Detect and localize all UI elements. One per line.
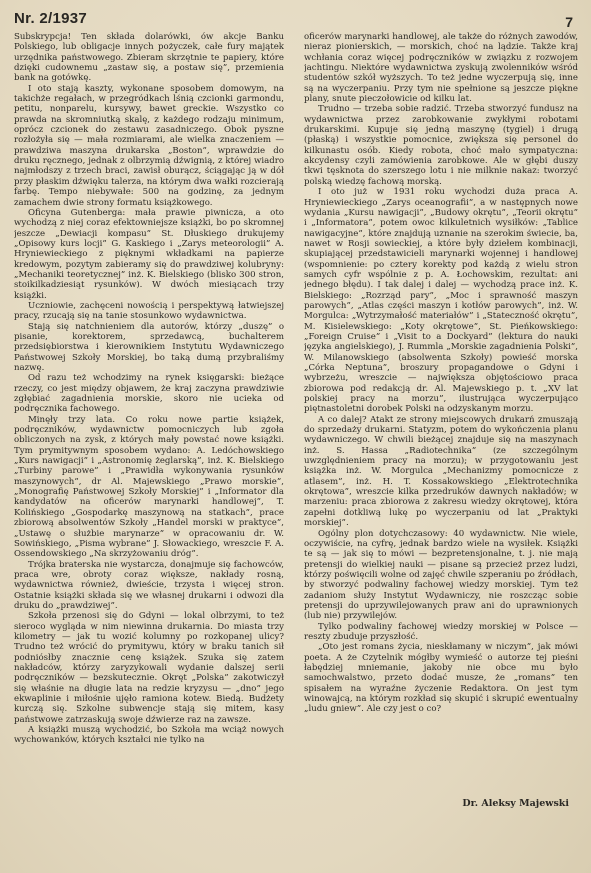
paragraph: Subskrypcja! Ten składa dolarówki, ów akcje Banku Polskiego, lub obligacje innych pożyczek, całe fury majątek urzędnika państwowego. Zbieram skrzętnie te papiery, które dzięki cudownemu „zastaw się, a postaw się”, przemienia bank na gotówkę. xyxy=(14,32,284,84)
paragraph: Trójka braterska nie wystarcza, donajmuje się fachowców, praca wre, obroty coraz większe, nakłady rosną, wydawnictwa również, dwieście, trzysta i więcej stron. Ostatnie książki składa się we własnej drukarni i odwozi dla druku do „prawdziwej”. xyxy=(14,559,284,611)
paragraph: I oto stają kaszty, wykonane sposobem domowym, na takichże regałach, w przegródkach lśnią czcionki garmondu, petitu, nonparelu, kursywy, bawet greckie. Wszystko co prawda na skromniutką skalę, z każdego rodzaju minimum, oprócz czcionek do zestawu zasadniczego. Obok pyszne rozłożyła się — mała rozmiarami, ale wielka znaczeniem — prawdziwa maszyna drukarska „Boston”, wprawdzie do druku ręcznego, jednak z olbrzymią dźwignią, z której wiadro najmłodszy z trzech braci, zawisł oburącz, ściągając ją w dół przy płaskim dźwięku talerza, na którym dwa wałki rozcierają farbę. Tempo niebywałe: 500 na godzinę, za jednym zamachem dwie strony formatu książkowego. xyxy=(14,83,284,208)
paragraph: A co dalej? Atakt ze strony miejscowych drukarń zmuszają do sprzedaży drukarni. Statyzm, potem do wykończenia planu wydawniczego. W chwili bieżącej znajduje się na maszynach inż. S. Hassa „Radiotechnika” (ze szczególnym uwzględnieniem pracy na morzu); w przygotowaniu jest książka inż. W. Morgulca „Mechanizmy pomocnicze z atlasem”, inż. H. T. Kossakowskiego „Elektrotechnika okrętowa”, wreszcie kilka przedruków dawnych nakładów; w marzeniu: praca zbiorowa z zakresu wiedzy okrętowej, która zapełni dotkliwą lukę po wyczerpaniu od lat „Praktyki morskiej”. xyxy=(304,414,578,529)
paragraph: A książki muszą wychodzić, bo Szkoła ma wciąż nowych wychowanków, których kształci nie tylko na xyxy=(14,725,284,746)
paragraph: Oficyna Gutenberga: mała prawie piwnicza, a oto wychodzą z niej coraz efektowniejsze książki, bo po skromnej jeszcze „Dewiacji kompasu” St. Dłuskiego drukujemy „Opisowy kurs locji” G. Kaskiego i „Zarys meteorologii” A. Hryniewieckiego z pięknymi wkładkami na papierze kredowym, pozytym zabieramy się do prawdziwej kolubryny: „Mechaniki teoretycznej” inż. K. Bielskiego (blisko 300 stron, stoikilkadziesiąt rysunków). W dwóch miesiącach trzy książki. xyxy=(14,207,284,301)
author-signature: Dr. Aleksy Majewski xyxy=(462,798,569,809)
paragraph: Minęły trzy lata. Co roku nowe partie książek, podręczników, wydawnictw pomocniczych lub zgoła obliczonych na zysk, z których mały powstać nowe książki. Tym prymitywnym sposobem wydano: A. Ledóchowskiego „Kurs nawigacji” i „Astronomię żeglarską”, inż. K. Bielskiego „Turbiny parowe” i „Prawidła wykonywania rysunków maszynowych”, dr Al. Majewskiego „Prawo morskie”, „Monografię Państwowej Szkoły Morskiej” i „Informator dla kandydatów na oficerów marynarki handlowej”, T. Kolińskiego „Gospodarkę maszynową na statkach”, prace zbiorową absolwentów Szkoły „Handel morski w praktyce”, „Ustawę o służbie marynarze” w opracowaniu dr. W. Sowińskiego, „Pisma wybrane” J. Słowackiego, wreszcie F. A. Ossendowskiego „Na skrzyżowaniu dróg”. xyxy=(14,414,284,560)
paragraph: Od razu też wchodzimy na rynek księgarski: bieżące rzeczy, co jest między objawem, że kraj zaczyna prawdziwie zgłębiać zagadnienia morskie, skoro nie ucieka od podręcznika fachowego. xyxy=(14,373,284,415)
paragraph: Stają się natchnieniem dla autorów, którzy „duszę” o pisanie, korektorem, sprzedawcą, buchalterem przedsiębiorstwa i kierownikiem Instytutu Wydawniczego Państwowej Szkoły Morskiej, bo taką dumą przybraliśmy nazwę. xyxy=(14,321,284,373)
paragraph: Szkoła przenosi się do Gdyni — lokal olbrzymi, to też sieroco wygląda w nim niewinna drukarnia. Do miasta trzy kilometry — jak tu wozić kolumny po rozkopanej ulicy? Trudno też wrócić do prymitywu, który w braku tanich sił podniósłby znacznie cenę książek. Szuka się zatem nakładców, którzy zaryzykowali wydanie dalszej serii podręczników — bezskutecznie. Okręt „Polska” zakotwiczył się właśnie na długie lata na redzie kryzysu — „dno” jego ekwaplinie i miłośnie ujęło ramiona kotew. Biedą. Budżety kurczą się. Szkolne subwencje stają się mitem, kasy państwowe zatrzaskują swoje dźwierze raz na zawsze. xyxy=(14,611,284,725)
right-column xyxy=(304,32,578,832)
paragraph: oficerów marynarki handlowej, ale także do różnych zawodów, nieraz pionierskich, — morskich, choć na lądzie. Także kraj wchłania coraz więcej podręczników w związku z rozwojem jachtingu. Niektóre wydawnictwa zyskują zwolenników wśród studentów szkół wyższych. To też jedne wyczerpują się, inne są na wyczerpaniu. Przy tym nie spełnione są jeszcze piękne plany, snute pieczołowicie od kilku lat. xyxy=(304,32,578,105)
paragraph: Trudno — trzeba sobie radzić. Trzeba stworzyć fundusz na wydawnictwa przez zarobkowanie zwykłymi robotami drukarskimi. Kupuje się jedną maszynę (tygiel) i drugą (płaską) i wszystkie pomocnice, zwiększa się personel do kilkunastu osób. Kiedy robota, choć mało sympatyczna: akcydensy czyli zamówienia zarobkowe. Ale w głębi duszy tkwi tęsknota do szerszego lotu i nie milknie nakaz: tworzyć polską wiedzę fachową morską. xyxy=(304,104,578,187)
issue-number: Nr. 2/1937 xyxy=(14,10,88,27)
page-number: 7 xyxy=(565,14,573,30)
page-header xyxy=(14,10,573,34)
paragraph: Tylko podwaliny fachowej wiedzy morskiej w Polsce — reszty zbuduje przyszłość. xyxy=(304,621,578,642)
paragraph: Uczniowie, zachęceni nowością i perspektywą łatwiejszej pracy, rzucają się na tanie stosunkowo wydawnictwa. xyxy=(14,300,284,322)
paragraph: „Oto jest romans życia, nieskłamany w niczym”, jak mówi poeta. A że Czytelnik mógłby wymieść o autorze tej pieśni łabędziej mniemanie, jakoby nie obce mu było samochwalstwo, przeto dodać musze, że „romans” ten spisałem na wyraźne życzenie Redaktora. On jest tym winowajcą, na którym rozkład się skupić i skrupić ewentualny „ludu gniew”. Ale czy jest o co? xyxy=(304,642,578,715)
paragraph: Ogólny plon dotychczasowy: 40 wydawnictw. Nie wiele, oczywiście, na cyfrę, jednak bardzo wiele na wysiłek. Książki te są — jak się to mówi — bezpretensjonalne, t. j. nie mają pretensji do wielkiej nauki — pisane są przecież przez ludzi, którzy poświęcili wolne od zajęć chwile szperaniu po źródłach, by stworzyć podwaliny fachowej wiedzy morskiej. Tym też zadaniom służy Instytut Wydawniczy, nie roszcząc sobie pretensji do uprzywilejowanych praw ani do uprawnionych (lub nie) przywilejów. xyxy=(304,528,578,622)
paragraph: I oto już w 1931 roku wychodzi duża praca A. Hryniewieckiego „Zarys oceanografii”, a w następnych nowe wydania „Kursu nawigacji”, „Budowy okrętu”, „Teorii okrętu” i „Informatora”, potem owoc kilkuletnich wysiłków: „Tablice nawigacyjne”, które znajdują uznanie na szerokim świecie, ba, nawet w Rosji sowieckiej, a które były dziełem kombinacji, skupiającej przedstawicieli marynarki wojennej i handlowej (wspomnienie: po cztery korekty pod każdą z wielu stron samych cyfr wspólnie z p. A. Łochowskim, rezultat: ani jednego błędu). I tak dalej i dalej — wychodzą prace inż. K. Bielskiego: „Rozrząd pary”, „Moc i sprawność maszyn parowych”, „Atlas części maszyn i kotłów parowych”, inż. W. Morgulca: „Wytrzymałość materiałów” i „Stateczność okrętu”, M. Kisielewskiego: „Koty okrętowe”, St. Pieńkowskiego: „Foreign Cruise” i „Visit to a Dockyard” (lektura do nauki języka angielskiego), J. Rummla „Morskie zagadnienia Polski”, W. Milanowskiego (absolwenta Szkoły) powieść morska „Córka Neptuna”, broszury propagandowe o Gdyni i wybrzeżu, wreszcie — największa objętościowo praca zbiorowa pod redakcją dr. Al. Majewskiego p. t. „XV lat polskiej pracy na morzu”, ilustrująca wyczerpująco piętnastoletni dorobek Polski na odzyskanym morzu. xyxy=(304,187,578,415)
left-column xyxy=(14,32,284,870)
